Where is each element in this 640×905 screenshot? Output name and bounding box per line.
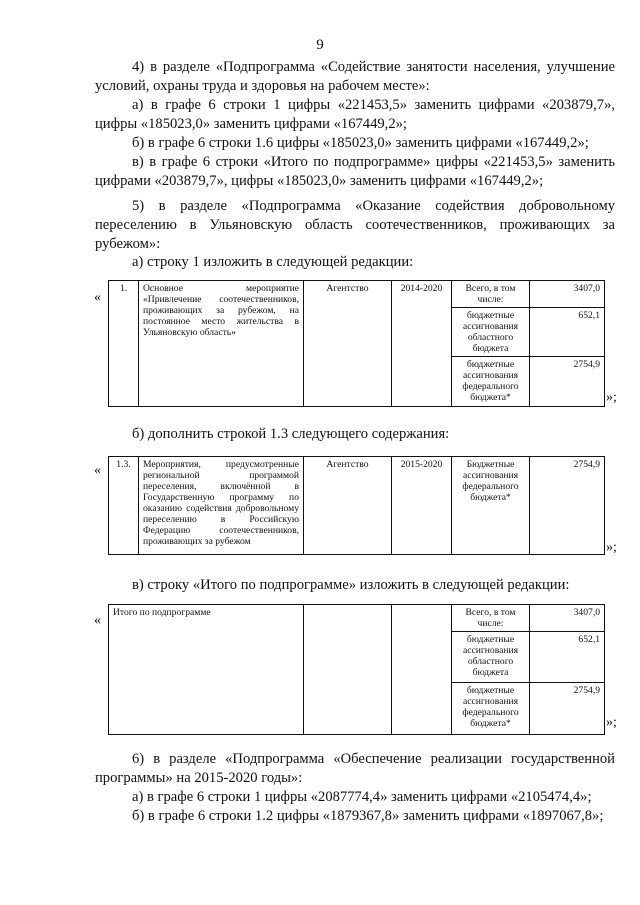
open-quote-1: « — [94, 290, 101, 305]
funding-value: 3407,0 — [530, 605, 605, 632]
item-6a: а) в графе 6 строки 1 цифры «2087774,4» заменить цифрами «2105474,4»; — [132, 789, 592, 805]
funding-value: 652,1 — [530, 632, 605, 683]
item-4: 4) в разделе «Подпрограмма «Содействие занятости населения, улучшение условий, охраны труда и здоровья на рабочем месте»: — [95, 59, 615, 94]
item-6: 6) в разделе «Подпрограмма «Обеспечение реализации государственной программы» на 2015-2020 годы»: — [95, 751, 615, 786]
executor: Агентство — [304, 281, 392, 407]
item-4c: в) в графе 6 строки «Итого по подпрограмме» цифры «221453,5» заменить цифрами «203879,7», цифры «185023,0» заменить цифрами «167449,2»; — [95, 154, 615, 189]
measure-name: Основное мероприятие «Привлечение соотечественников, проживающих за рубежом, на постоянное место жительства в Ульяновскую область» — [139, 281, 304, 407]
funding-source: бюджетные ассигнования федерального бюджета* — [452, 357, 530, 407]
open-quote-2: « — [94, 463, 101, 478]
total-label: Итого по подпрограмме — [109, 605, 304, 735]
close-quote-1: »; — [606, 390, 617, 405]
item-6b: б) в графе 6 строки 1.2 цифры «1879367,8» заменить цифрами «1897067,8»; — [132, 808, 604, 824]
item-5c: в) строку «Итого по подпрограмме» изложить в следующей редакции: — [132, 577, 570, 593]
page-number: 9 — [316, 37, 324, 53]
funding-source: бюджетные ассигнования областного бюджета — [452, 632, 530, 683]
item-4a: а) в графе 6 строки 1 цифры «221453,5» заменить цифрами «203879,7», цифры «185023,0» заменить цифрами «167449,2»; — [95, 97, 615, 132]
funding-source: Всего, в том числе: — [452, 281, 530, 308]
table-total — [108, 604, 605, 735]
empty-cell — [392, 605, 452, 735]
period: 2014-2020 — [392, 281, 452, 407]
row-number: 1.3. — [109, 457, 139, 555]
measure-name: Мероприятия, предусмотренные региональной программой переселения, включённой в Государственную программу по оказанию содействия добровольному переселению в Российскую Федерацию соотечественников, проживающих за рубежом — [139, 457, 304, 555]
funding-source: бюджетные ассигнования федерального бюджета* — [452, 683, 530, 735]
funding-source: Бюджетные ассигнования федерального бюджета* — [452, 457, 530, 555]
funding-value: 652,1 — [530, 308, 605, 357]
close-quote-3: »; — [606, 715, 617, 730]
funding-value: 2754,9 — [530, 457, 605, 555]
item-5: 5) в разделе «Подпрограмма «Оказание содействия добровольному переселению в Ульяновскую область соотечественников, проживающих за рубежом»: — [95, 198, 615, 252]
item-5b: б) дополнить строкой 1.3 следующего содержания: — [132, 426, 450, 442]
row-number: 1. — [109, 281, 139, 407]
funding-value: 2754,9 — [530, 683, 605, 735]
open-quote-3: « — [94, 613, 101, 628]
item-5a: а) строку 1 изложить в следующей редакции: — [132, 254, 414, 270]
funding-value: 2754,9 — [530, 357, 605, 407]
executor: Агентство — [304, 457, 392, 555]
item-4b: б) в графе 6 строки 1.6 цифры «185023,0» заменить цифрами «167449,2»; — [132, 135, 589, 151]
close-quote-2: »; — [606, 540, 617, 555]
table-row-1 — [108, 280, 605, 407]
funding-source: Всего, в том числе: — [452, 605, 530, 632]
funding-value: 3407,0 — [530, 281, 605, 308]
funding-source: бюджетные ассигнования областного бюджета — [452, 308, 530, 357]
period: 2015-2020 — [392, 457, 452, 555]
table-row-1-3 — [108, 456, 605, 555]
empty-cell — [304, 605, 392, 735]
